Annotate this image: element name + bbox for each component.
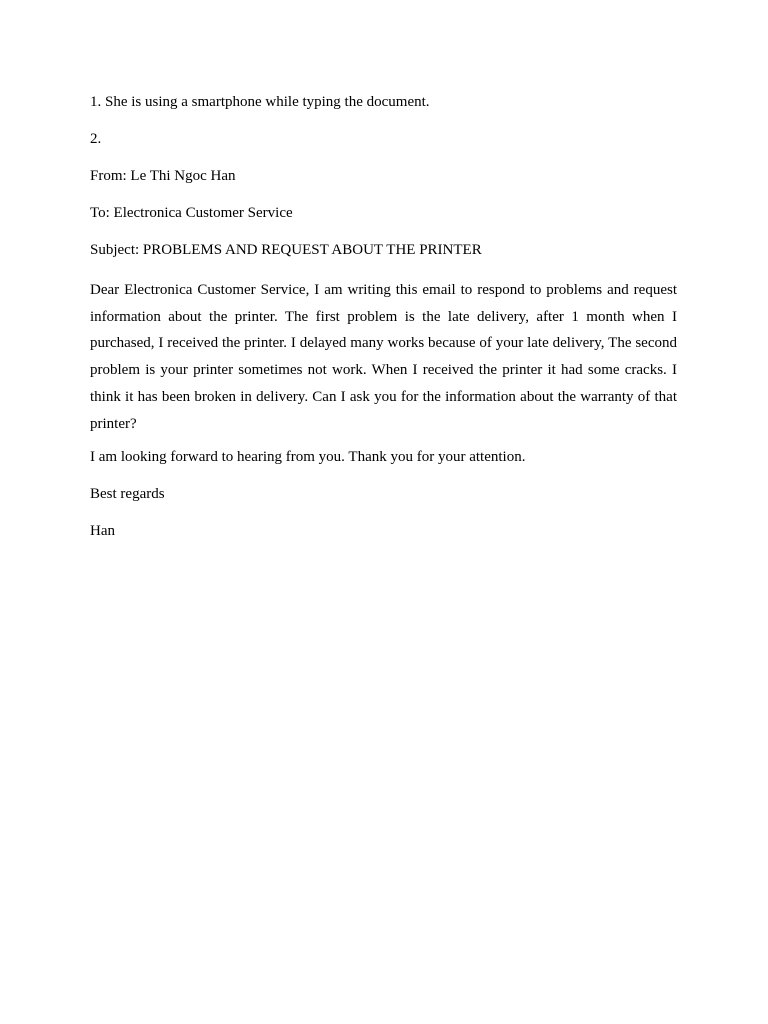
email-to: To: Electronica Customer Service: [90, 205, 293, 221]
answer-item-2: 2.: [90, 131, 102, 147]
email-from: From: Le Thi Ngoc Han: [90, 168, 236, 184]
email-closing-line: I am looking forward to hearing from you. Thank you for your attention.: [90, 449, 526, 466]
document-page: [90, 92, 677, 558]
email-subject: Subject: PROBLEMS AND REQUEST ABOUT THE PRINTER: [90, 242, 482, 258]
email-signoff: Best regards: [90, 486, 165, 503]
email-body: Dear Electronica Customer Service, I am writing this email to respond to problems and request information about the printer. The first problem is the late delivery, after 1 month when I purchased, I received the printer. I delayed many works because of your late delivery, The second problem is your printer sometimes not work. When I received the printer it had some cracks. I think it has been broken in delivery. Can I ask you for the information about the warranty of that printer?: [90, 282, 677, 432]
email-signature: Han: [90, 523, 115, 540]
answer-item-1: 1. She is using a smartphone while typing the document.: [90, 94, 430, 110]
